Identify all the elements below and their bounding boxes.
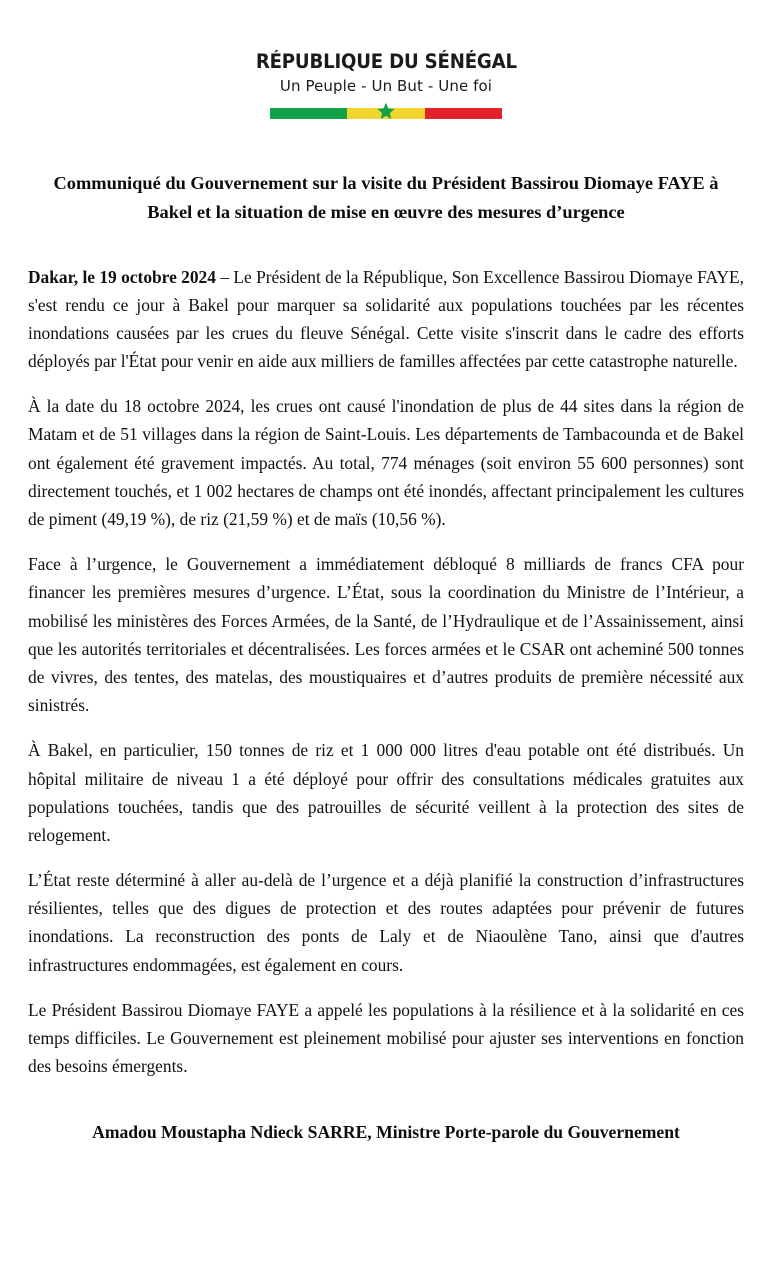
paragraph-urgence: Face à l’urgence, le Gouvernement a immédiatement débloqué 8 milliards de francs CFA pour financer les premières mesures d’urgence. L’État, sous la coordination du Ministre de l’Intérieur, a mobilisé les ministères des Forces Armées, de la Santé, de l’Hydraulique et de l’Assainissement, ainsi que les autorités territoriales et décentralisées. Les forces armées et le CSAR ont acheminé 500 tonnes de vivres, des tentes, des matelas, des moustiquaires et d’autres produits de première nécessité aux sinistrés. — [28, 554, 744, 716]
paragraph-dateline-text: – Le Président de la République, Son Excellence Bassirou Diomaye FAYE, s'est rendu ce jour à Bakel pour marquer sa solidarité aux populations touchées par les récentes inondations causées par les crues du fleuve Sénégal. Cette visite s'inscrit dans le cadre des efforts déployés par l'État pour venir en aide aux milliers de familles affectées par cette catastrophe naturelle. — [28, 266, 744, 372]
paragraph-appel: Le Président Bassirou Diomaye FAYE a appelé les populations à la résilience et à la solidarité en ces temps difficiles. Le Gouvernement est pleinement mobilisé pour ajuster ses interventions en fonction des besoins émergents. — [28, 999, 744, 1077]
dateline: Dakar, le 19 octobre 2024 — [28, 266, 216, 287]
flag-band-green — [270, 108, 347, 119]
five-pointed-star-icon — [377, 102, 395, 120]
page-title: Communiqué du Gouvernement sur la visite du Président Bassirou Diomaye FAYE à Bakel et la situation de mise en œuvre des mesures d’urgence — [53, 173, 719, 222]
republic-title: RÉPUBLIQUE DU SÉNÉGAL — [255, 50, 517, 73]
senegal-flag-bar — [270, 103, 502, 119]
paragraph-infrastructures: L’État reste déterminé à aller au-delà de l’urgence et a déjà planifié la construction d’infrastructures résilientes, telles que des digues de protection et des routes adaptées pour prévenir de futures inondations. La reconstruction des ponts de Laly et de Niaoulène Tano, ainsi que d'autres infrastructures endommagées, est également en cours. — [28, 870, 744, 975]
government-letterhead — [0, 0, 772, 119]
document-body — [0, 263, 772, 1081]
flag-band-red — [425, 108, 502, 119]
paragraph-dateline — [28, 263, 744, 376]
paragraph-bilan: À la date du 18 octobre 2024, les crues ont causé l'inondation de plus de 44 sites dans la région de Matam et de 51 villages dans la région de Saint-Louis. Les départements de Tambacounda et de Bakel ont également été gravement impactés. Au total, 774 ménages (soit environ 55 600 personnes) sont directement touchés, et 1 002 hectares de champs ont été inondés, affectant principalement les cultures de piment (49,19 %), de riz (21,59 %) et de maïs (10,56 %). — [28, 396, 744, 529]
paragraph-bakel: À Bakel, en particulier, 150 tonnes de riz et 1 000 000 litres d'eau potable ont été distribués. Un hôpital militaire de niveau 1 a été déployé pour offrir des consultations médicales gratuites aux populations touchées, tandis que des patrouilles de sécurité veillent à la protection des sites de relogement. — [28, 740, 744, 845]
signature-line: Amadou Moustapha Ndieck SARRE, Ministre Porte-parole du Gouvernement — [92, 1122, 680, 1143]
national-motto: Un Peuple - Un But - Une foi — [279, 77, 493, 96]
